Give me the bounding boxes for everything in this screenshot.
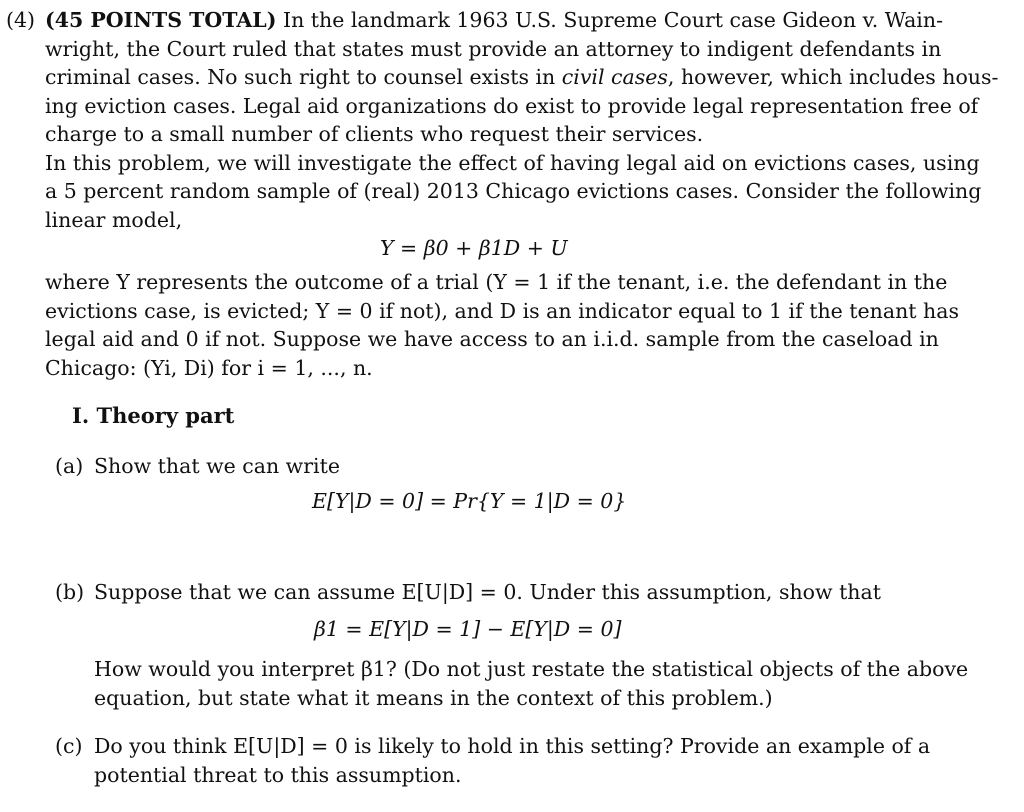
item-b-equation: β1 = E[Y|D = 1] − E[Y|D = 0] [314, 617, 622, 641]
item-b-followup-line-2: equation, but state what it means in the context of this problem.) [94, 685, 773, 710]
intro2-line-2: a 5 percent random sample of (real) 2013 Chicago evictions cases. Consider the following [45, 179, 982, 203]
intro-line-2: wright, the Court ruled that states must provide an attorney to indigent defendants in [45, 36, 942, 61]
item-c-text [94, 732, 994, 789]
model-equation: Y = β0 + β1D + U [380, 236, 568, 260]
item-a-equation: E[Y|D = 0] = Pr{Y = 1|D = 0} [312, 489, 627, 513]
item-c-line-1: Do you think E[U|D] = 0 is likely to hold in this setting? Provide an example of a [94, 734, 931, 758]
where-line-4: Chicago: (Yi, Di) for i = 1, ..., n. [45, 355, 373, 380]
intro-line-3: criminal cases. No such right to counsel exists in civil cases, however, which includes hous- [45, 65, 999, 89]
civil-cases-emphasis: civil cases [561, 65, 668, 89]
intro-line-4: ing eviction cases. Legal aid organizations do exist to provide legal representation free of [45, 93, 979, 118]
where-paragraph [45, 268, 995, 382]
problem-intro [45, 6, 999, 234]
intro2-line-1: In this problem, we will investigate the effect of having legal aid on evictions cases, using [45, 150, 980, 175]
where-line-2: evictions case, is evicted; Y = 0 if not), and D is an indicator equal to 1 if the tenant has [45, 298, 959, 323]
item-b-label: (b) [55, 580, 85, 604]
item-c-label: (c) [55, 734, 83, 758]
item-a-label: (a) [55, 454, 84, 478]
item-b-followup-line-1: How would you interpret β1? (Do not just restate the statistical objects of the above [94, 657, 969, 681]
where-line-3: legal aid and 0 if not. Suppose we have access to an i.i.d. sample from the caseload in [45, 327, 939, 351]
intro2-line-3: linear model, [45, 207, 183, 232]
item-b-text: Suppose that we can assume E[U|D] = 0. Under this assumption, show that [94, 580, 881, 604]
intro-line-5: charge to a small number of clients who request their services. [45, 122, 704, 146]
problem-number: (4) [6, 8, 36, 32]
section-title: I. Theory part [72, 403, 235, 428]
intro-line-1: (45 POINTS TOTAL) In the landmark 1963 U.S. Supreme Court case Gideon v. Wain- [45, 8, 943, 32]
item-a-text: Show that we can write [94, 454, 340, 478]
item-b-followup [94, 655, 994, 712]
problem-points: (45 POINTS TOTAL) [45, 8, 277, 32]
where-line-1: where Y represents the outcome of a trial (Y = 1 if the tenant, i.e. the defendant in the [45, 270, 948, 294]
item-c-line-2: potential threat to this assumption. [94, 762, 462, 787]
